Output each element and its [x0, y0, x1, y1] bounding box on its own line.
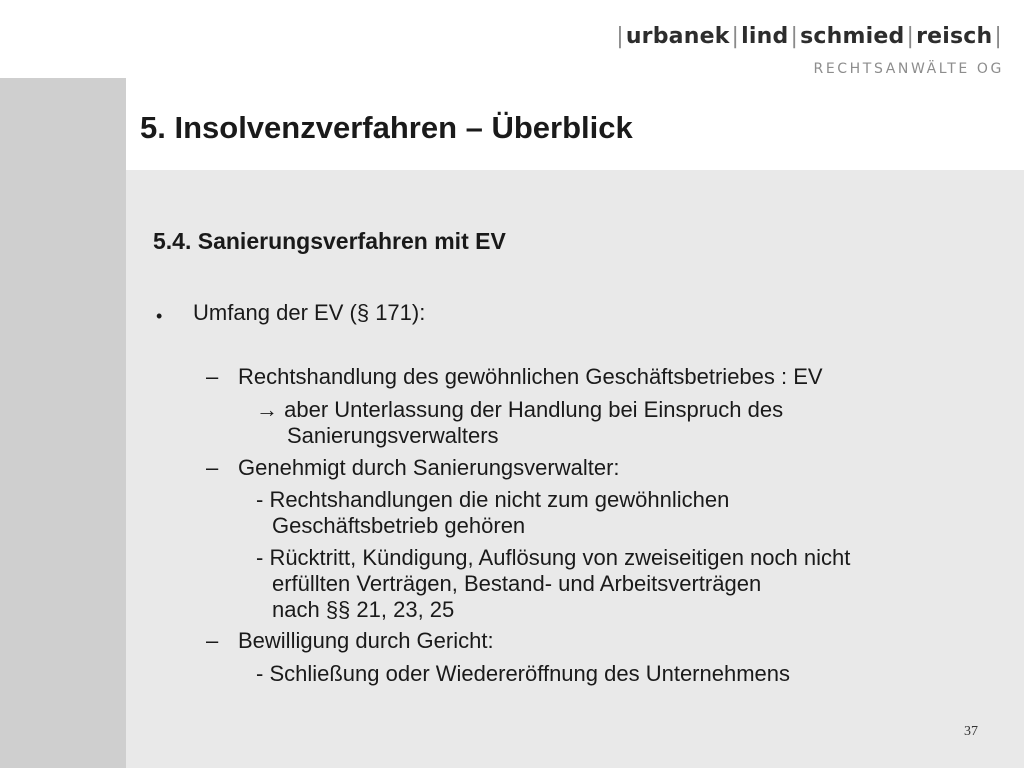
logo-separator: |: [906, 24, 915, 49]
item-text: Bewilligung durch Gericht:: [238, 628, 494, 653]
page-number: 37: [964, 724, 978, 739]
logo-name-urbanek: urbanek: [625, 24, 730, 49]
firm-logo: [614, 24, 1004, 77]
dash-marker: –: [206, 455, 219, 480]
dash-marker: –: [206, 628, 219, 653]
item-text: Genehmigt durch Sanierungsverwalter:: [238, 455, 620, 480]
bullet-text: Umfang der EV (§ 171):: [193, 300, 426, 325]
logo-name-lind: lind: [741, 24, 789, 49]
logo-name-schmied: schmied: [800, 24, 905, 49]
logo-separator: |: [994, 24, 1002, 49]
sub-item-line: → aber Unterlassung der Handlung bei Einspruch des: [256, 397, 784, 422]
sub-item-line: erfüllten Verträgen, Bestand- und Arbeitsverträgen: [272, 571, 762, 596]
side-bar: [0, 78, 126, 768]
sub-item-line: Geschäftsbetrieb gehören: [272, 513, 526, 538]
sub-item-line: - Schließung oder Wiedereröffnung des Unternehmens: [256, 661, 791, 686]
item-text: Rechtshandlung des gewöhnlichen Geschäftsbetriebes : EV: [238, 364, 823, 389]
slide-title: 5. Insolvenzverfahren – Überblick: [140, 110, 633, 145]
logo-separator: |: [616, 24, 624, 49]
sub-item-line: - Rücktritt, Kündigung, Auflösung von zweiseitigen noch nicht: [256, 545, 851, 570]
dash-marker: –: [206, 364, 219, 389]
logo-separator: |: [790, 24, 799, 49]
logo-subtitle: RECHTSANWÄLTE OG: [813, 61, 1004, 77]
sub-item-line: Sanierungsverwalters: [287, 423, 499, 448]
sub-item-line: nach §§ 21, 23, 25: [272, 597, 455, 622]
bullet-marker: •: [156, 306, 163, 326]
logo-separator: |: [731, 24, 740, 49]
sub-item-line: - Rechtshandlungen die nicht zum gewöhnlichen: [256, 487, 730, 512]
section-heading: 5.4. Sanierungsverfahren mit EV: [153, 228, 506, 254]
logo-name-reisch: reisch: [916, 24, 993, 49]
logo-names: [614, 24, 1004, 49]
